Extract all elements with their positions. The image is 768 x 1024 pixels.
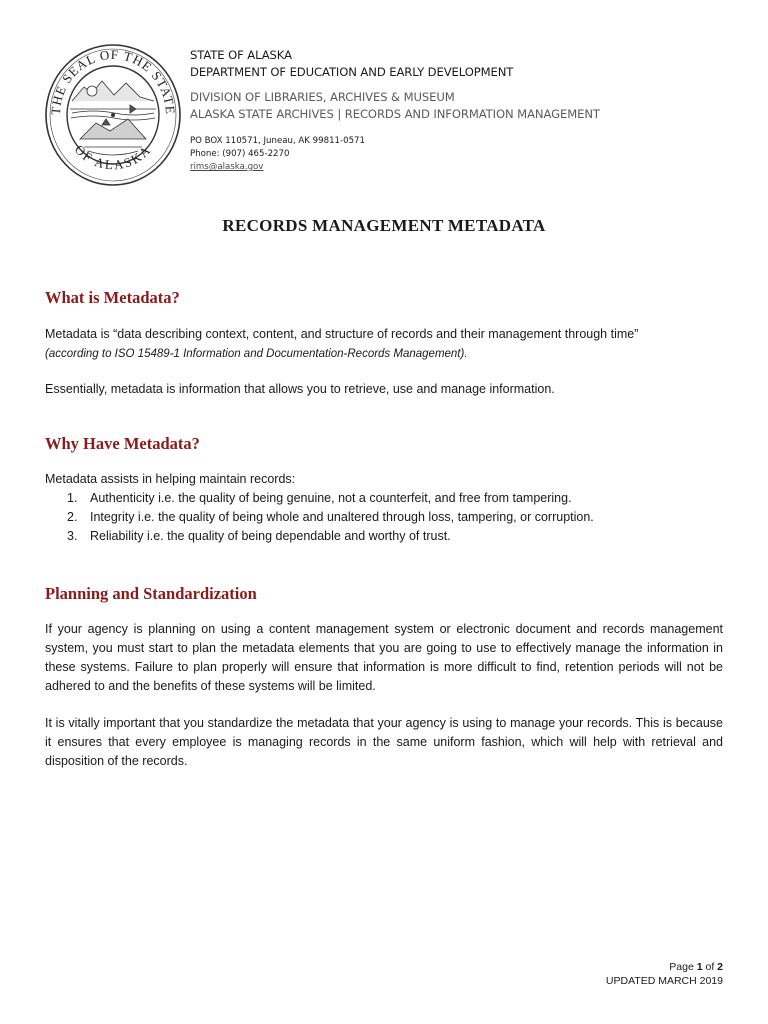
list-text: Reliability i.e. the quality of being dependable and worthy of trust.: [90, 529, 451, 543]
list-number: 3.: [67, 529, 78, 543]
heading-planning-standardization: Planning and Standardization: [45, 584, 257, 603]
iso-citation: (according to ISO 15489-1 Information and Documentation-Records Management).: [45, 348, 468, 360]
phone-number: Phone: (907) 465-2270: [190, 149, 290, 159]
list-item: [45, 527, 723, 546]
letterhead: [190, 47, 710, 174]
page-footer: [606, 960, 723, 988]
svg-text:THE SEAL OF THE STATE: THE SEAL OF THE STATE: [47, 46, 179, 116]
updated-date: UPDATED MARCH 2019: [605, 975, 723, 987]
why-intro: Metadata assists in helping maintain records:: [45, 472, 296, 486]
department-name: DEPARTMENT OF EDUCATION AND EARLY DEVELOPMENT: [190, 65, 514, 79]
svg-text:OF ALASKA: OF ALASKA: [71, 141, 155, 173]
archives-name: ALASKA STATE ARCHIVES | RECORDS AND INFORMATION MANAGEMENT: [190, 107, 600, 121]
state-seal-icon: [44, 43, 182, 187]
list-item: [45, 489, 723, 508]
planning-paragraph: If your agency is planning on using a content management system or electronic document and records management system, you must start to plan the metadata elements that you are going to use to effectively manage the information in these systems. Failure to plan properly will ensure that information is more difficult to find, retention periods will not be adhered to and the benefits of these systems will be limited.: [45, 622, 723, 693]
state-name: STATE OF ALASKA: [190, 48, 292, 62]
list-text: Integrity i.e. the quality of being whole and unaltered through loss, tampering, or corruption.: [90, 510, 594, 524]
definition-text: Metadata is “data describing context, content, and structure of records and their management through time”: [45, 327, 639, 341]
list-item: [45, 508, 723, 527]
benefits-list: [45, 489, 723, 546]
list-text: Authenticity i.e. the quality of being genuine, not a counterfeit, and free from tampering.: [90, 491, 572, 505]
email-link[interactable]: rims@alaska.gov: [190, 162, 264, 172]
list-number: 2.: [67, 510, 78, 524]
heading-what-is-metadata: What is Metadata?: [45, 288, 180, 307]
division-name: DIVISION OF LIBRARIES, ARCHIVES & MUSEUM: [190, 90, 455, 104]
metadata-definition: [45, 325, 723, 364]
document-title: RECORDS MANAGEMENT METADATA: [222, 216, 546, 235]
metadata-summary: Essentially, metadata is information that allows you to retrieve, use and manage information.: [45, 382, 555, 396]
heading-why-have-metadata: Why Have Metadata?: [45, 434, 200, 453]
state-seal-logo: [44, 43, 182, 187]
page-number: Page 1 of 2: [669, 961, 723, 973]
standardization-paragraph: It is vitally important that you standardize the metadata that your agency is using to manage your records. This is because it ensures that every employee is managing records in the same uniform fashion, which will help with retrieval and disposition of the records.: [45, 716, 723, 768]
list-number: 1.: [67, 491, 78, 505]
contact-block: [190, 135, 710, 174]
mailing-address: PO BOX 110571, Juneau, AK 99811-0571: [190, 136, 365, 146]
